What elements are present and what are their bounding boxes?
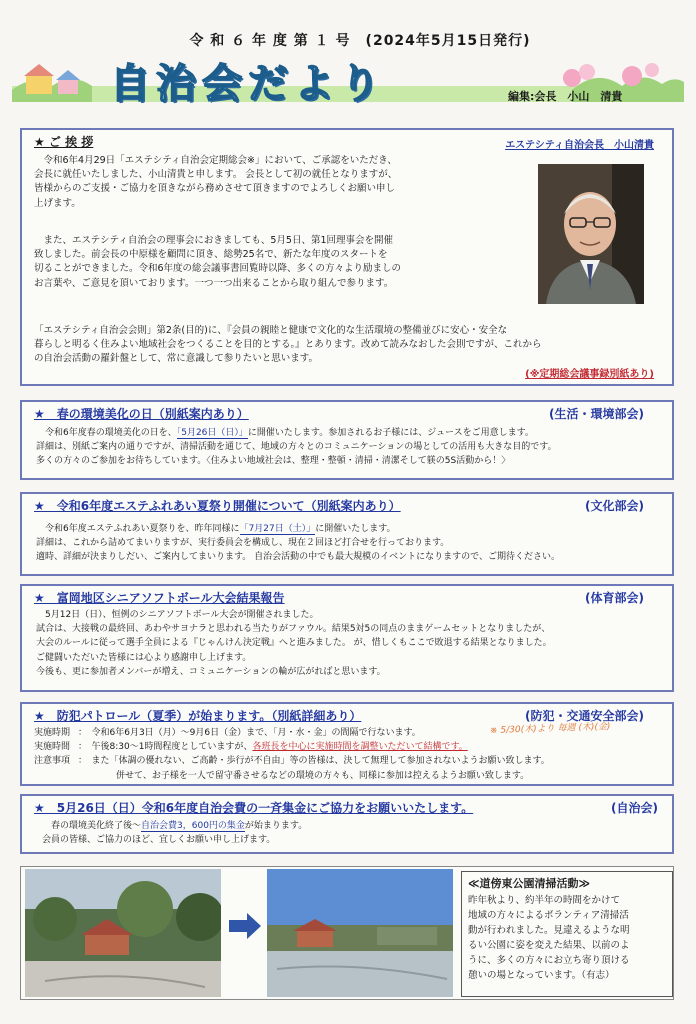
patrol-body: [34, 726, 670, 783]
text-line: 令和6年4月29日「エステシティ自治会定期総会※」において、ご承認をいただき、: [43, 155, 397, 166]
patrol-dept: (防犯・交通安全部会): [525, 709, 644, 723]
text-line: 会長に就任いたしました、小山清貴と申します。 会長として初の就任となりますが、: [34, 169, 398, 181]
spring-body: [36, 426, 666, 469]
patrol-title: ★ 防犯パトロール（夏季）が始まります。（別紙詳細あり）: [34, 709, 362, 723]
park-text-box: [461, 871, 673, 997]
spring-date: 「5月26日（日）」: [176, 428, 248, 438]
text-line: 大会のルールに従って選手全員による『じゃんけん決定戦』へと進みました。 が、惜しくもここで敗退する結果となりました。: [36, 638, 552, 649]
time-value: ： 午後8:30～1時間程度としていますが、: [78, 742, 253, 753]
softball-section: [20, 584, 674, 692]
time-adjust-note: 各班長を中心に実施時間を調整いただいて結構です。: [252, 742, 468, 753]
greeting-author: エステシティ自治会長 小山清貴: [505, 140, 654, 151]
chairman-photo: [538, 164, 644, 304]
fee-amount: 自治会費3，600円の集金: [141, 821, 245, 831]
festival-title: ★ 令和6年度エステふれあい夏祭り開催について（別紙案内あり）: [34, 499, 401, 513]
text-line: るい公園に姿を変えた結果、以前のよ: [468, 940, 630, 951]
text-line: 憩いの場となっています。（有志）: [468, 970, 615, 981]
text-line: 「エステシティ自治会会則」第2条(目的)に、『会員の親睦と健康で文化的な生活環境の整備並びに安心・安全な: [34, 325, 508, 336]
spring-cleanup-section: [20, 400, 674, 480]
handwritten-note: ※ 5/30(木)より 毎週 (木)(金): [489, 721, 611, 737]
text-line: 詳細は、別紙ご案内の通りですが、清掃活動を通じて、地域の方々とのコミュニケーションの場としての活用も大きな目的です。: [36, 442, 557, 453]
text-line: 併せて、お子様を一人で留守番させるなどの環境の方々も、同様に参加は控えるようお願い致します。: [116, 770, 530, 781]
text-line: 地域の方々によるボランティア清掃活: [468, 910, 629, 921]
park-section: [20, 866, 674, 1000]
greeting-section: [20, 128, 674, 386]
text-line: お言葉や、ご意見を頂いております。一つ一つ出来ることから取り組んで参ります。: [34, 277, 394, 289]
text-fragment: に開催いたします。参加されるお子様には、ジュースをご用意します。: [247, 428, 534, 438]
spring-dept: (生活・環境部会): [549, 407, 644, 421]
fee-body: [42, 819, 662, 847]
festival-body: [36, 522, 666, 565]
header: [0, 0, 696, 108]
summer-festival-section: [20, 492, 674, 576]
text-line: 致しました。前会長の中原様を顧問に頂き、総勢25名で、新たな年度のスタートを: [34, 249, 388, 261]
text-line: 5月12日（日）、恒例のシニアソフトボール大会が開催されました。: [45, 610, 319, 620]
fee-dept: (自治会): [611, 801, 658, 815]
park-title: ≪道傍東公園清掃活動≫: [468, 877, 591, 890]
text-line: [34, 754, 670, 768]
text-line: [34, 726, 670, 740]
text-line: 皆様からのご支援・ご協力を頂きながら務めさせて頂きますのでよろしくお願い申し: [34, 183, 396, 195]
patrol-section: [20, 702, 674, 786]
softball-body: [36, 608, 666, 679]
text-line: [36, 426, 666, 440]
park-body: [468, 893, 666, 983]
text-line: 切ることができました。令和6年度の総会議事書回覧時以降、多くの方々より励ましの: [34, 263, 402, 275]
minutes-note: (※定期総会議事録別紙あり): [525, 369, 654, 380]
text-line: ご健闘いただいた皆様には心より感謝申し上げます。: [36, 652, 252, 663]
fee-section: [20, 794, 674, 854]
text-line: 適時、詳細が決まりしだい、ご案内してまいります。 自治会活動の中でも最大規模のイベントになりますので、ご期待ください。: [36, 552, 560, 563]
editor-credit: 編集:会長 小山 清貴: [508, 90, 623, 103]
text-line: 昨年秋より、約半年の時間をかけて: [468, 895, 621, 906]
notes-label: 注意事項: [34, 756, 71, 767]
festival-date: 「7月27日（土）」: [239, 524, 316, 534]
text-fragment: 令和6年度エステふれあい夏祭りを、昨年同様に: [45, 524, 240, 534]
text-line: 会員の皆様、ご協力のほど、宜しくお願い申し上げます。: [42, 835, 276, 846]
text-line: の自治会活動の羅針盤として、常に意識して参りたいと思います。: [34, 353, 319, 365]
softball-dept: (体育部会): [585, 591, 644, 605]
text-line: [36, 522, 666, 536]
greeting-title: ★ ご 挨 拶: [34, 135, 94, 149]
text-line: 動が行われました。見違えるような明: [468, 925, 630, 936]
text-fragment: に開催いたします。: [315, 524, 396, 534]
period-value: ： 令和6年6月3日（月）～9月6日（金）まで、「月・水・金」の間隔で行ないます。: [78, 728, 421, 738]
text-line: また、エステシティ自治会の理事会におきましても、5月5日、第1回理事会を開催: [43, 235, 393, 246]
park-after-photo: [267, 869, 453, 997]
text-line: 暮らしと明るく住みよい地域社会をつくることを目的とする。』とあります。改めて読みなおした会則ですが、これから: [34, 339, 542, 351]
greeting-paragraph-2: [34, 234, 544, 291]
text-line: 今後も、更に参加者メンバーが増え、コミュニケーションの輪が広がればと思います。: [36, 666, 386, 677]
text-line: 多くの方々のご参加をお待ちしています。〈住みよい地域社会は、整理・整頓・清掃・清潔そして躾の5S活動から！〉: [36, 456, 511, 467]
softball-title: ★ 富岡地区シニアソフトボール大会結果報告: [34, 591, 285, 605]
issue-line: 令 和 ６ 年 度 第 １ 号 (2024年5月15日発行): [189, 33, 531, 49]
time-label: 実施時間: [34, 742, 71, 753]
greeting-paragraph-1: [34, 154, 544, 211]
spring-title: ★ 春の環境美化の日（別紙案内あり）: [34, 407, 249, 421]
arrow-right-icon: [229, 911, 261, 941]
text-line: 試合は、大接戦の最終回、あわやサヨナラと思われる当たりがファウル。結果5対5の同点のままゲームセットとなりましたが、: [36, 624, 551, 635]
park-before-photo: [25, 869, 221, 997]
festival-dept: (文化部会): [585, 499, 644, 513]
greeting-paragraph-3: [34, 324, 664, 367]
text-fragment: 令和6年度春の環境美化の日を、: [45, 428, 177, 438]
text-line: 上げます。: [34, 197, 81, 209]
notes-value: ： また「体調の優れない、ご高齢・歩行が不自由」等の皆様は、決して無理して参加されないようお願い致します。: [78, 756, 550, 767]
text-fragment: 春の環境美化終了後～: [51, 821, 142, 831]
period-label: 実施時期: [34, 728, 71, 738]
text-line: 詳細は、これから詰めてまいりますが、実行委員会を構成し、現在２回ほど打合せを行っております。: [36, 538, 450, 549]
text-line: うに、多くの方々にお立ち寄り頂ける: [468, 955, 630, 966]
text-fragment: が始まります。: [244, 821, 308, 831]
text-line: [34, 740, 670, 754]
text-line: [42, 819, 662, 833]
masthead-title: 自治会だより: [110, 61, 386, 107]
fee-title: ★ 5月26日（日）令和6年度自治会費の一斉集金にご協力をお願いいたします。: [34, 801, 474, 815]
